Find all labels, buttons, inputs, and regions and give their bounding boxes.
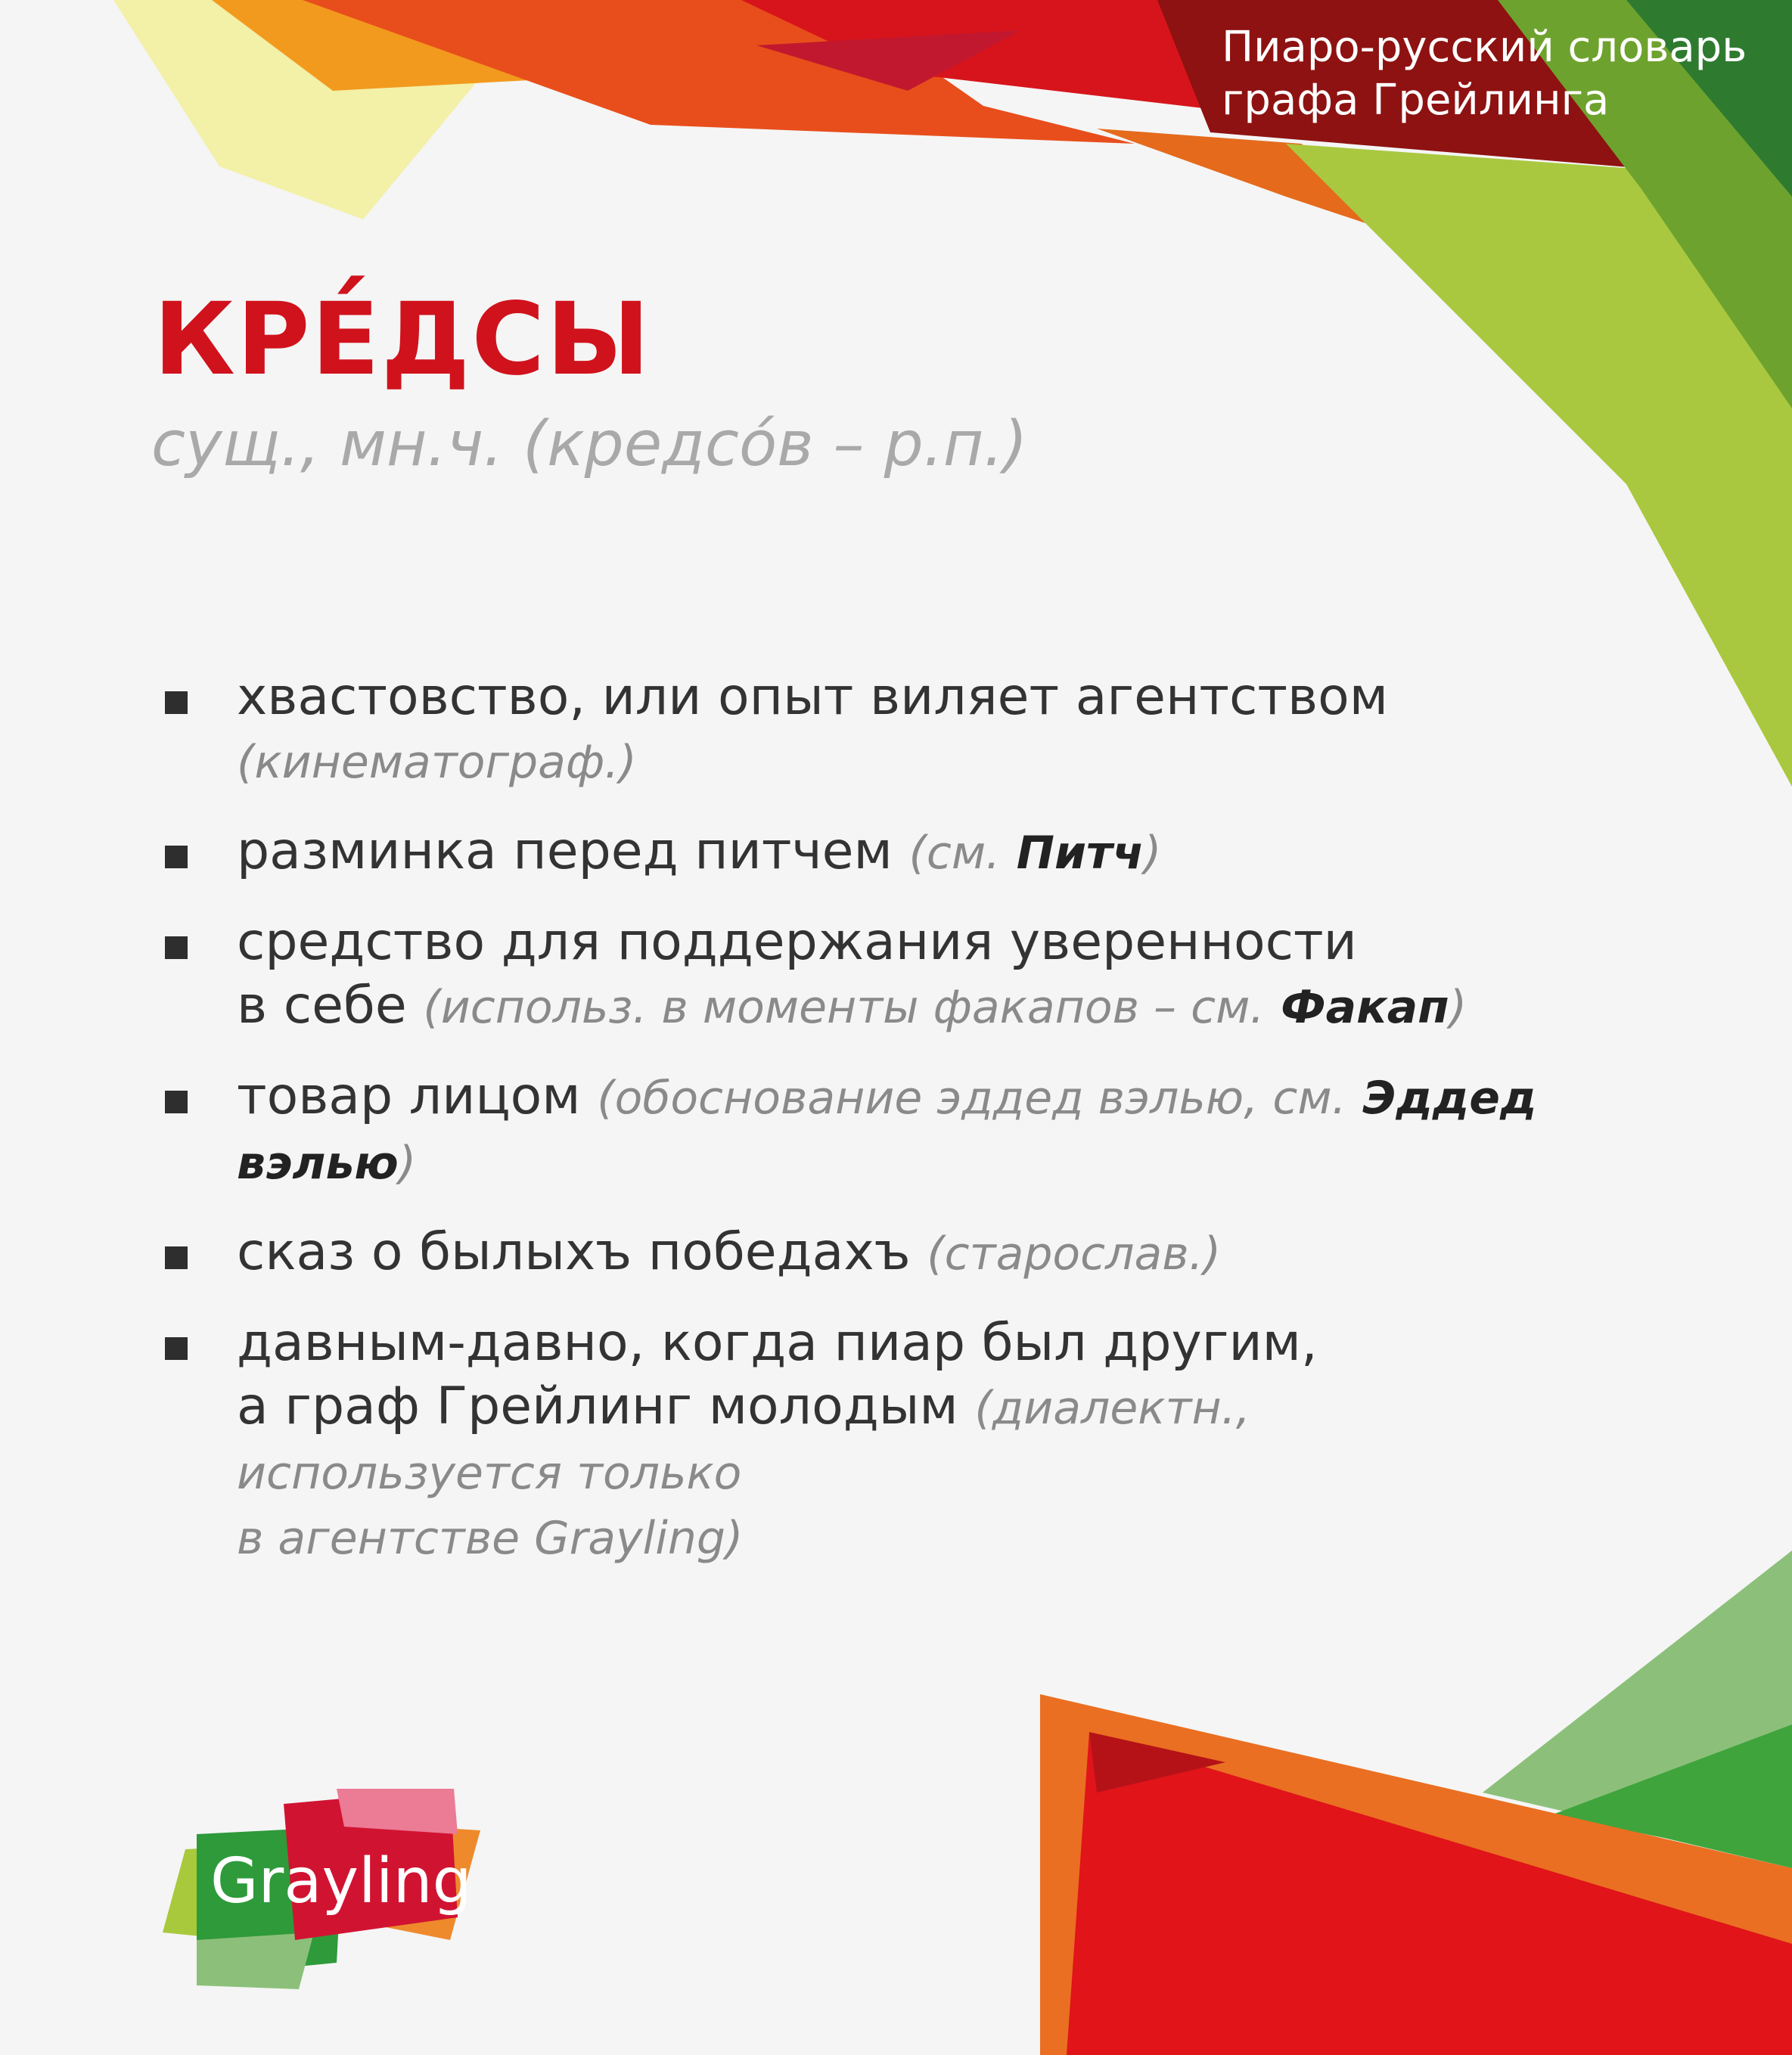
entry-term: КРЕ́ДСЫ — [154, 281, 652, 398]
definition-crossref: Питч — [1016, 827, 1144, 880]
definition-note: (использ. в моменты факапов – см. — [423, 981, 1265, 1034]
definition-note: (старослав.) — [927, 1228, 1222, 1280]
definition-text: сказ о былыхъ победахъ — [237, 1222, 911, 1282]
definition-note-close: ) — [1449, 981, 1467, 1034]
definition-item — [159, 1221, 1558, 1286]
definition-note-cont: используется только — [237, 1447, 742, 1500]
definition-text-cont: а граф Грейлинг молодым — [237, 1377, 958, 1436]
definition-item — [159, 1065, 1558, 1195]
definition-crossref: Эддед — [1362, 1072, 1537, 1125]
definition-note: (см. — [908, 827, 1001, 880]
dictionary-title-line2: графа Грейлинга — [1222, 76, 1610, 125]
definition-crossref: Факап — [1281, 981, 1449, 1034]
definition-note: (диалектн., — [974, 1382, 1250, 1435]
definition-text: разминка перед питчем — [237, 821, 893, 881]
definition-note-close: ) — [398, 1137, 417, 1190]
definition-text: давным-давно, когда пиар был другим, — [237, 1313, 1318, 1373]
definitions-list — [159, 666, 1558, 1596]
definition-text: хвастовство, или опыт виляет агентством — [237, 667, 1388, 727]
definition-text: товар лицом — [237, 1066, 581, 1126]
definition-note-close: ) — [1144, 827, 1162, 880]
definition-item — [159, 666, 1558, 794]
logo-text: Grayling — [210, 1845, 472, 1917]
dictionary-title-line1: Пиаро-русский словарь — [1222, 23, 1747, 72]
definition-text-cont: в себе — [237, 976, 407, 1035]
definition-crossref-cont: вэлью — [237, 1137, 399, 1190]
definition-text: средство для поддержания уверенности — [237, 912, 1357, 972]
bullet-icon — [165, 846, 188, 868]
bullet-icon — [165, 936, 188, 959]
bullet-icon — [165, 691, 188, 714]
bullet-icon — [165, 1337, 188, 1360]
definition-item — [159, 820, 1558, 885]
definition-note-cont: в агентстве Grayling) — [237, 1512, 744, 1565]
definition-item — [159, 1312, 1558, 1570]
definition-item — [159, 911, 1558, 1039]
bullet-icon — [165, 1091, 188, 1113]
definition-note: (обоснование эддед вэлью, см. — [597, 1072, 1346, 1125]
bullet-icon — [165, 1246, 188, 1269]
definition-note: (кинематограф.) — [237, 736, 637, 789]
dictionary-title — [1222, 21, 1747, 127]
logo-shape — [197, 1932, 314, 1989]
entry-grammar: сущ., мн.ч. (кредсо́в – р.п.) — [151, 408, 1028, 480]
